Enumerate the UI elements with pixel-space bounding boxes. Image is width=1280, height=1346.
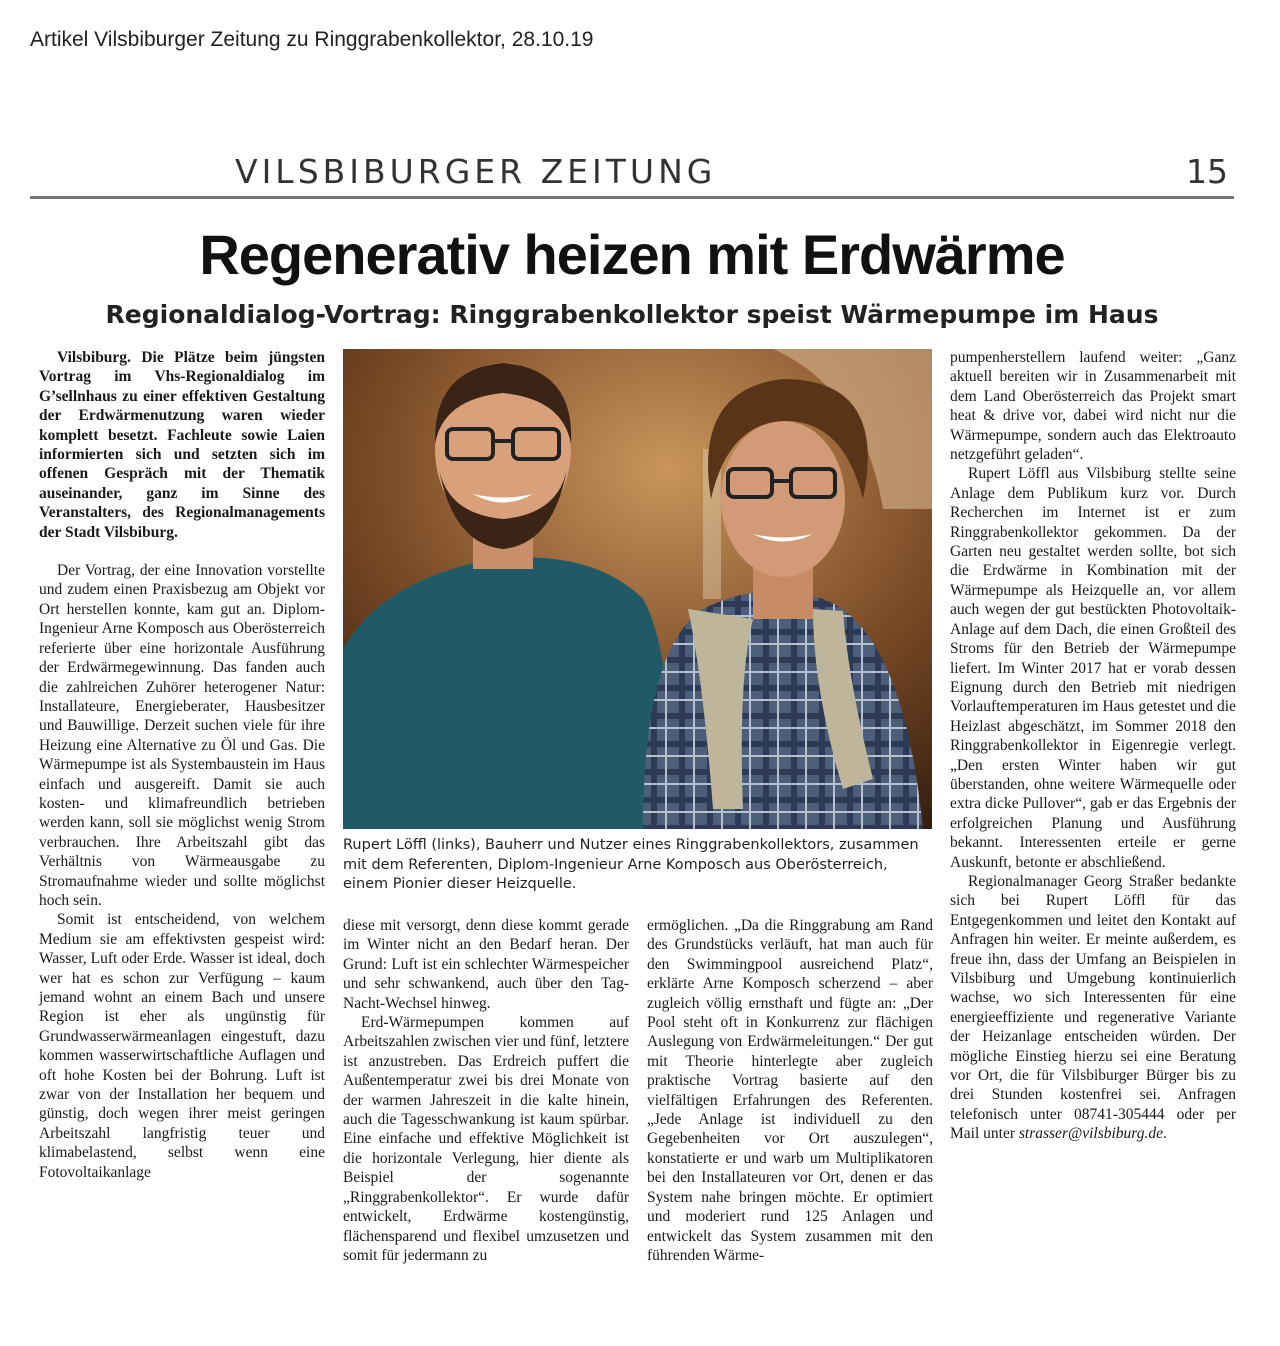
document-caption: Artikel Vilsbiburger Zeitung zu Ringgrabenkollektor, 28.10.19 <box>30 28 594 51</box>
article-photo <box>343 349 932 829</box>
article-headline: Regenerativ heizen mit Erdwärme <box>199 223 1065 286</box>
article-paragraph: ermöglichen. „Da die Ringgrabung am Rand des Grundstücks verläuft, hat man auch für den Swimmingpool ausreichend Platz“, erklärte Arne Komposch scherzend – aber zugleich völlig ernsthaft und fügte an: „Der Pool steht oft in Konkurrenz zur flächigen Auslegung von Erdwärmeleitungen.“ Der gut mit Theorie hinterlegte aber zugleich praktische Vortrag basierte auf den vielfältigen Erfahrungen des Referenten. „Jede Anlage ist individuell zu den Gegebenheiten vor Ort auszulegen“, konstatierte er und warb um Multiplikatoren bei den Installateuren vor Ort, denen er das System nahe bringen möchte. Er optimiert und moderiert rund 125 Anlagen und entwickelt das System zusammen mit den führenden Wärme- <box>647 917 933 1264</box>
article-paragraph: pumpenherstellern laufend weiter: „Ganz aktuell bereiten wir in Zusammenarbeit mit dem Land Oberösterreich das Projekt smart heat & drive vor, dabei wird nicht nur die Wärmepumpe, sondern auch das Elektroauto netzgeführt geladen“. <box>950 349 1236 464</box>
email-address: strasser@vilsbiburg.de <box>1018 1125 1164 1143</box>
article-text: Regionalmanager Georg Straßer bedankte sich bei Rupert Löffl für das Entgegenkommen und leitet den Kontakt auf Anfragen hin weiter. Er meinte außerdem, es freue ihn, dass der Umfang an Beispielen in Vilsbiburg und Umgebung kontinuierlich wachse, wo sich Interessenten für eine energieeffiziente und regenerative Variante der Heizanlage entscheiden würden. Der mögliche Einstieg hierzu sei eine Beratung vor Ort, die für Vilsbiburger Bürger bis zu drei Stunden kostenfrei sei. Anfragen telefonisch unter 08741-305444 oder per Mail unter <box>950 872 1236 1143</box>
newspaper-masthead <box>30 150 1234 199</box>
article-paragraph <box>950 872 1236 1144</box>
article-subheadline: Regionaldialog-Vortrag: Ringgrabenkollektor speist Wärmepumpe im Haus <box>105 300 1159 329</box>
article-column-3 <box>647 916 933 1328</box>
article-paragraph: Somit ist entscheidend, von welchem Medium sie am effektivsten gespeist wird: Wasser, Luft oder Erde. Wasser ist ideal, doch wer hat es schon zur Verfügung – kaum jemand wohnt an einem Bach und unsere Region ist eher als ungünstig für Grundwasserwärmeanlagen eingestuft, dazu kommen wasserwirtschaftliche Auflagen und oft hohe Kosten bei der Bohrung. Luft ist zwar von der Installation her bequem und günstig, doch wegen ihrer meist geringen Arbeitszahl langfristig teuer und klimabelastend, selbst wenn eine Fotovoltaikanlage <box>39 911 325 1181</box>
article-column-4 <box>950 348 1236 1328</box>
article-lead: Vilsbiburg. Die Plätze beim jüngsten Vortrag im Vhs-Regionaldialog im G’sellnhaus zu einer effektiven Gestaltung der Erdwärmenutzung waren wieder komplett besetzt. Fachleute sowie Laien informierten sich und setzten sich im offenen Gespräch mit der Thematik auseinander, ganz im Sinne des Veranstalters, des Regionalmanagements der Stadt Vilsbiburg. <box>39 349 325 541</box>
article-paragraph: Rupert Löffl aus Vilsbiburg stellte seine Anlage dem Publikum kurz vor. Durch Recherchen im Internet ist er zum Ringgrabenkollektor gekommen. Da der Garten neu gestaltet werden sollte, bot sich die Erdwärme in Kombination mit der Wärmepumpe als Heizquelle an, vor allem auch wegen der gut bestückten Photovoltaik-Anlage auf dem Dach, die einen Großteil des Stroms für den Betrieb der Wärmepumpe liefert. Im Winter 2017 hat er vorab dessen Eignung durch den Betrieb mit niedrigen Vorlauftemperaturen im Haus getestet und die Heizlast abgeschätzt, im Sommer 2018 den Ringgrabenkollektor in Eigenregie verlegt. „Den ersten Winter haben wir gut überstanden, ohne weitere Wärmequelle oder extra dicke Pullover“, gab er das Ergebnis der erfolgreichen Planung und Ausführung bekannt. Interessenten erteile er gerne Auskunft, betonte er abschließend. <box>950 465 1236 871</box>
newspaper-name: VILSBIBURGER ZEITUNG <box>235 152 717 191</box>
page-number: 15 <box>1186 152 1228 191</box>
article-column-1 <box>39 348 325 1328</box>
photo-caption: Rupert Löffl (links), Bauherr und Nutzer eines Ringgrabenkollektors, zusammen mit dem Referenten, Diplom-Ingenieur Arne Komposch aus Oberösterreich, einem Pionier dieser Heizquelle. <box>343 837 919 892</box>
article-paragraph: Der Vortrag, der eine Innovation vorstellte und zudem einen Praxisbezug am Objekt vor Ort herstellen konnte, kam gut an. Diplom-Ingenieur Arne Komposch aus Oberösterreich referierte über eine horizontale Ausführung der Erdwärmegewinnung. Das fanden auch die zahlreichen Zuhörer heterogener Natur: Installateure, Energieberater, Hausbesitzer und Bauwillige. Derzeit suchen viele für ihre Heizung eine Alternative zu Öl und Gas. Die Wärmepumpe ist als Systembaustein im Haus einfach und ausgereift. Damit sie auch kosten- und klimafreundlich betrieben werden kann, soll sie möglichst wenig Strom verbrauchen. Ihre Arbeitszahl gibt das Verhältnis von Wärmeausgabe zu Stromaufnahme wieder und sollte möglichst hoch sein. <box>39 562 325 909</box>
sentence-end: . <box>1163 1125 1167 1143</box>
article-paragraph: diese mit versorgt, denn diese kommt gerade im Winter nicht an den Bedarf heran. Der Grund: Luft ist ein schlechter Wärmespeicher und sehr schwankend, auch über den Tag-Nacht-Wechsel hinweg. <box>343 917 629 1012</box>
article-paragraph: Erd-Wärmepumpen kommen auf Arbeitszahlen zwischen vier und fünf, letztere ist anzustreben. Das Erdreich puffert die Außentemperatur zwei bis drei Monate von der warmen Jahreszeit in die kalte hinein, auch die Tagesschwankung ist kaum spürbar. Eine einfache und effektive Möglichkeit ist die horizontale Verlegung, hier diente als Beispiel der sogenannte „Ringgrabenkollektor“. Er wurde dafür entwickelt, Erdwärme kostengünstig, flächensparend und flexibel umzusetzen und somit für jedermann zu <box>343 1014 629 1264</box>
article-column-2 <box>343 916 629 1328</box>
